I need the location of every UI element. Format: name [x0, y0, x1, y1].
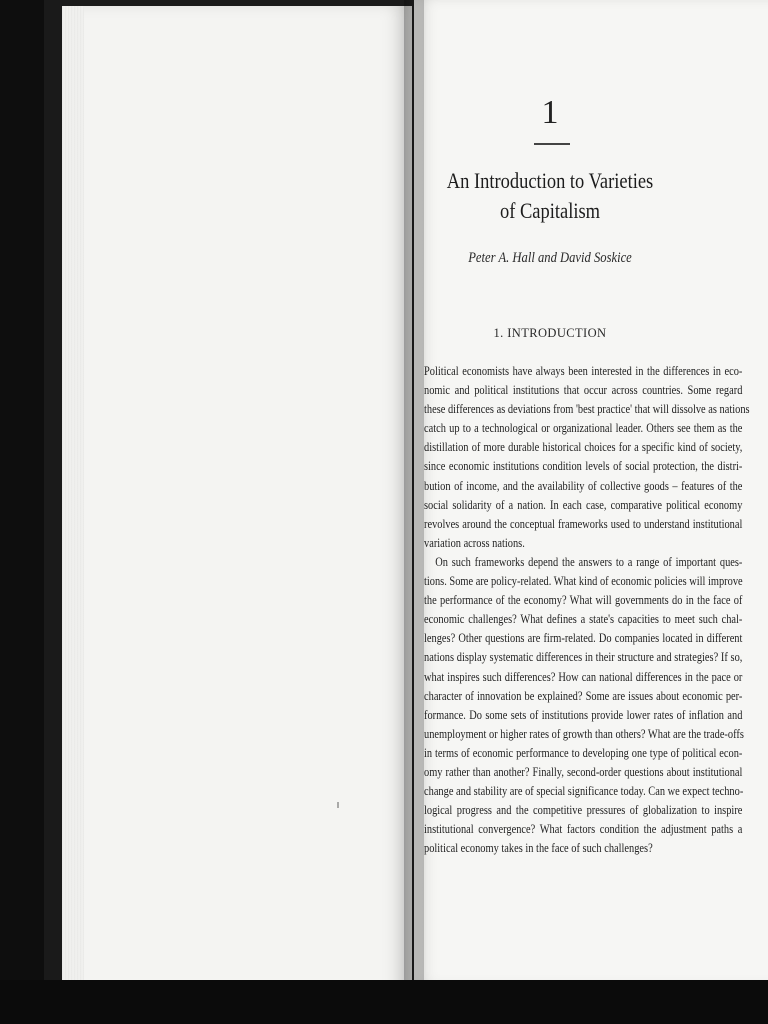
text-line: lenges? Other questions are firm-related. Do companies located in different: [424, 630, 743, 646]
scan-border-left: [0, 0, 44, 1024]
text-line: bution of income, and the availability of collective goods – features of the: [424, 477, 743, 493]
text-line: omy rather than another? Finally, second-order questions about institutional: [424, 763, 743, 779]
book-gutter: [404, 0, 424, 990]
text-line: nations display systematic differences in their structure and strategies? If so,: [424, 649, 743, 665]
text-line: Political economists have always been interested in the differences in eco-: [424, 363, 743, 378]
section-heading: 1. INTRODUCTION: [493, 326, 607, 340]
right-page: [414, 0, 768, 984]
paragraph-2: [424, 552, 742, 858]
text-line: formance. Do some sets of institutions provide lower rates of inflation and: [424, 706, 743, 722]
text-line: in terms of economic performance to developing one type of political econ-: [424, 744, 743, 760]
text-line: what inspires such differences? How can national differences in the pace or: [424, 668, 743, 684]
text-line: economic challenges? What defines a state's capacities to meet such chal-: [424, 611, 743, 627]
text-line: nomic and political institutions that occur across countries. Some regard: [424, 382, 743, 398]
text-line: institutional convergence? What factors condition the adjustment paths a: [424, 821, 743, 837]
scan-border-bottom: [0, 980, 768, 1024]
chapter-title-line-2: of Capitalism: [499, 198, 601, 223]
text-line: these differences as deviations from 'best practice' that will dissolve as nations: [424, 401, 750, 417]
text-line: since economic institutions condition levels of social protection, the distri-: [424, 458, 743, 474]
chapter-authors: Peter A. Hall and David Soskice: [468, 250, 632, 266]
left-page-blank: [62, 6, 412, 1000]
text-line: tions. Some are policy-related. What kind of economic policies will improve: [424, 573, 743, 589]
paragraph-1: [424, 361, 750, 552]
text-line: political economy takes in the face of such challenges?: [424, 840, 653, 856]
text-line: social solidarity of a nation. In each case, comparative political economy: [424, 496, 743, 512]
chapter-number-rule: [534, 143, 570, 145]
text-line: catch up to a technological or organizational leader. Others see them as the: [424, 420, 743, 436]
scan-speck: [337, 802, 339, 808]
chapter-title: [436, 166, 664, 226]
text-line: revolves around the conceptual frameworks used to understand institutional: [424, 515, 743, 531]
text-line: variation across nations.: [424, 534, 525, 550]
text-line: logical progress and the competitive pressures of globalization to inspire: [424, 802, 743, 818]
body-text: [424, 361, 750, 857]
text-line: change and stability are of special significance today. Can we expect techno-: [424, 783, 744, 799]
chapter-number: 1: [541, 94, 559, 131]
text-line: unemployment or higher rates of growth than others? What are the trade-offs: [424, 725, 744, 741]
text-line: character of innovation be explained? Some are issues about economic per-: [424, 687, 743, 703]
text-line: On such frameworks depend the answers to a range of important ques-: [435, 553, 743, 569]
text-line: the performance of the economy? What will governments do in the face of: [424, 592, 743, 608]
chapter-title-line-1: An Introduction to Varieties: [446, 168, 654, 193]
text-line: distillation of more durable historical choices for a specific kind of society,: [424, 439, 743, 455]
page-stack-edge: [62, 6, 84, 1000]
